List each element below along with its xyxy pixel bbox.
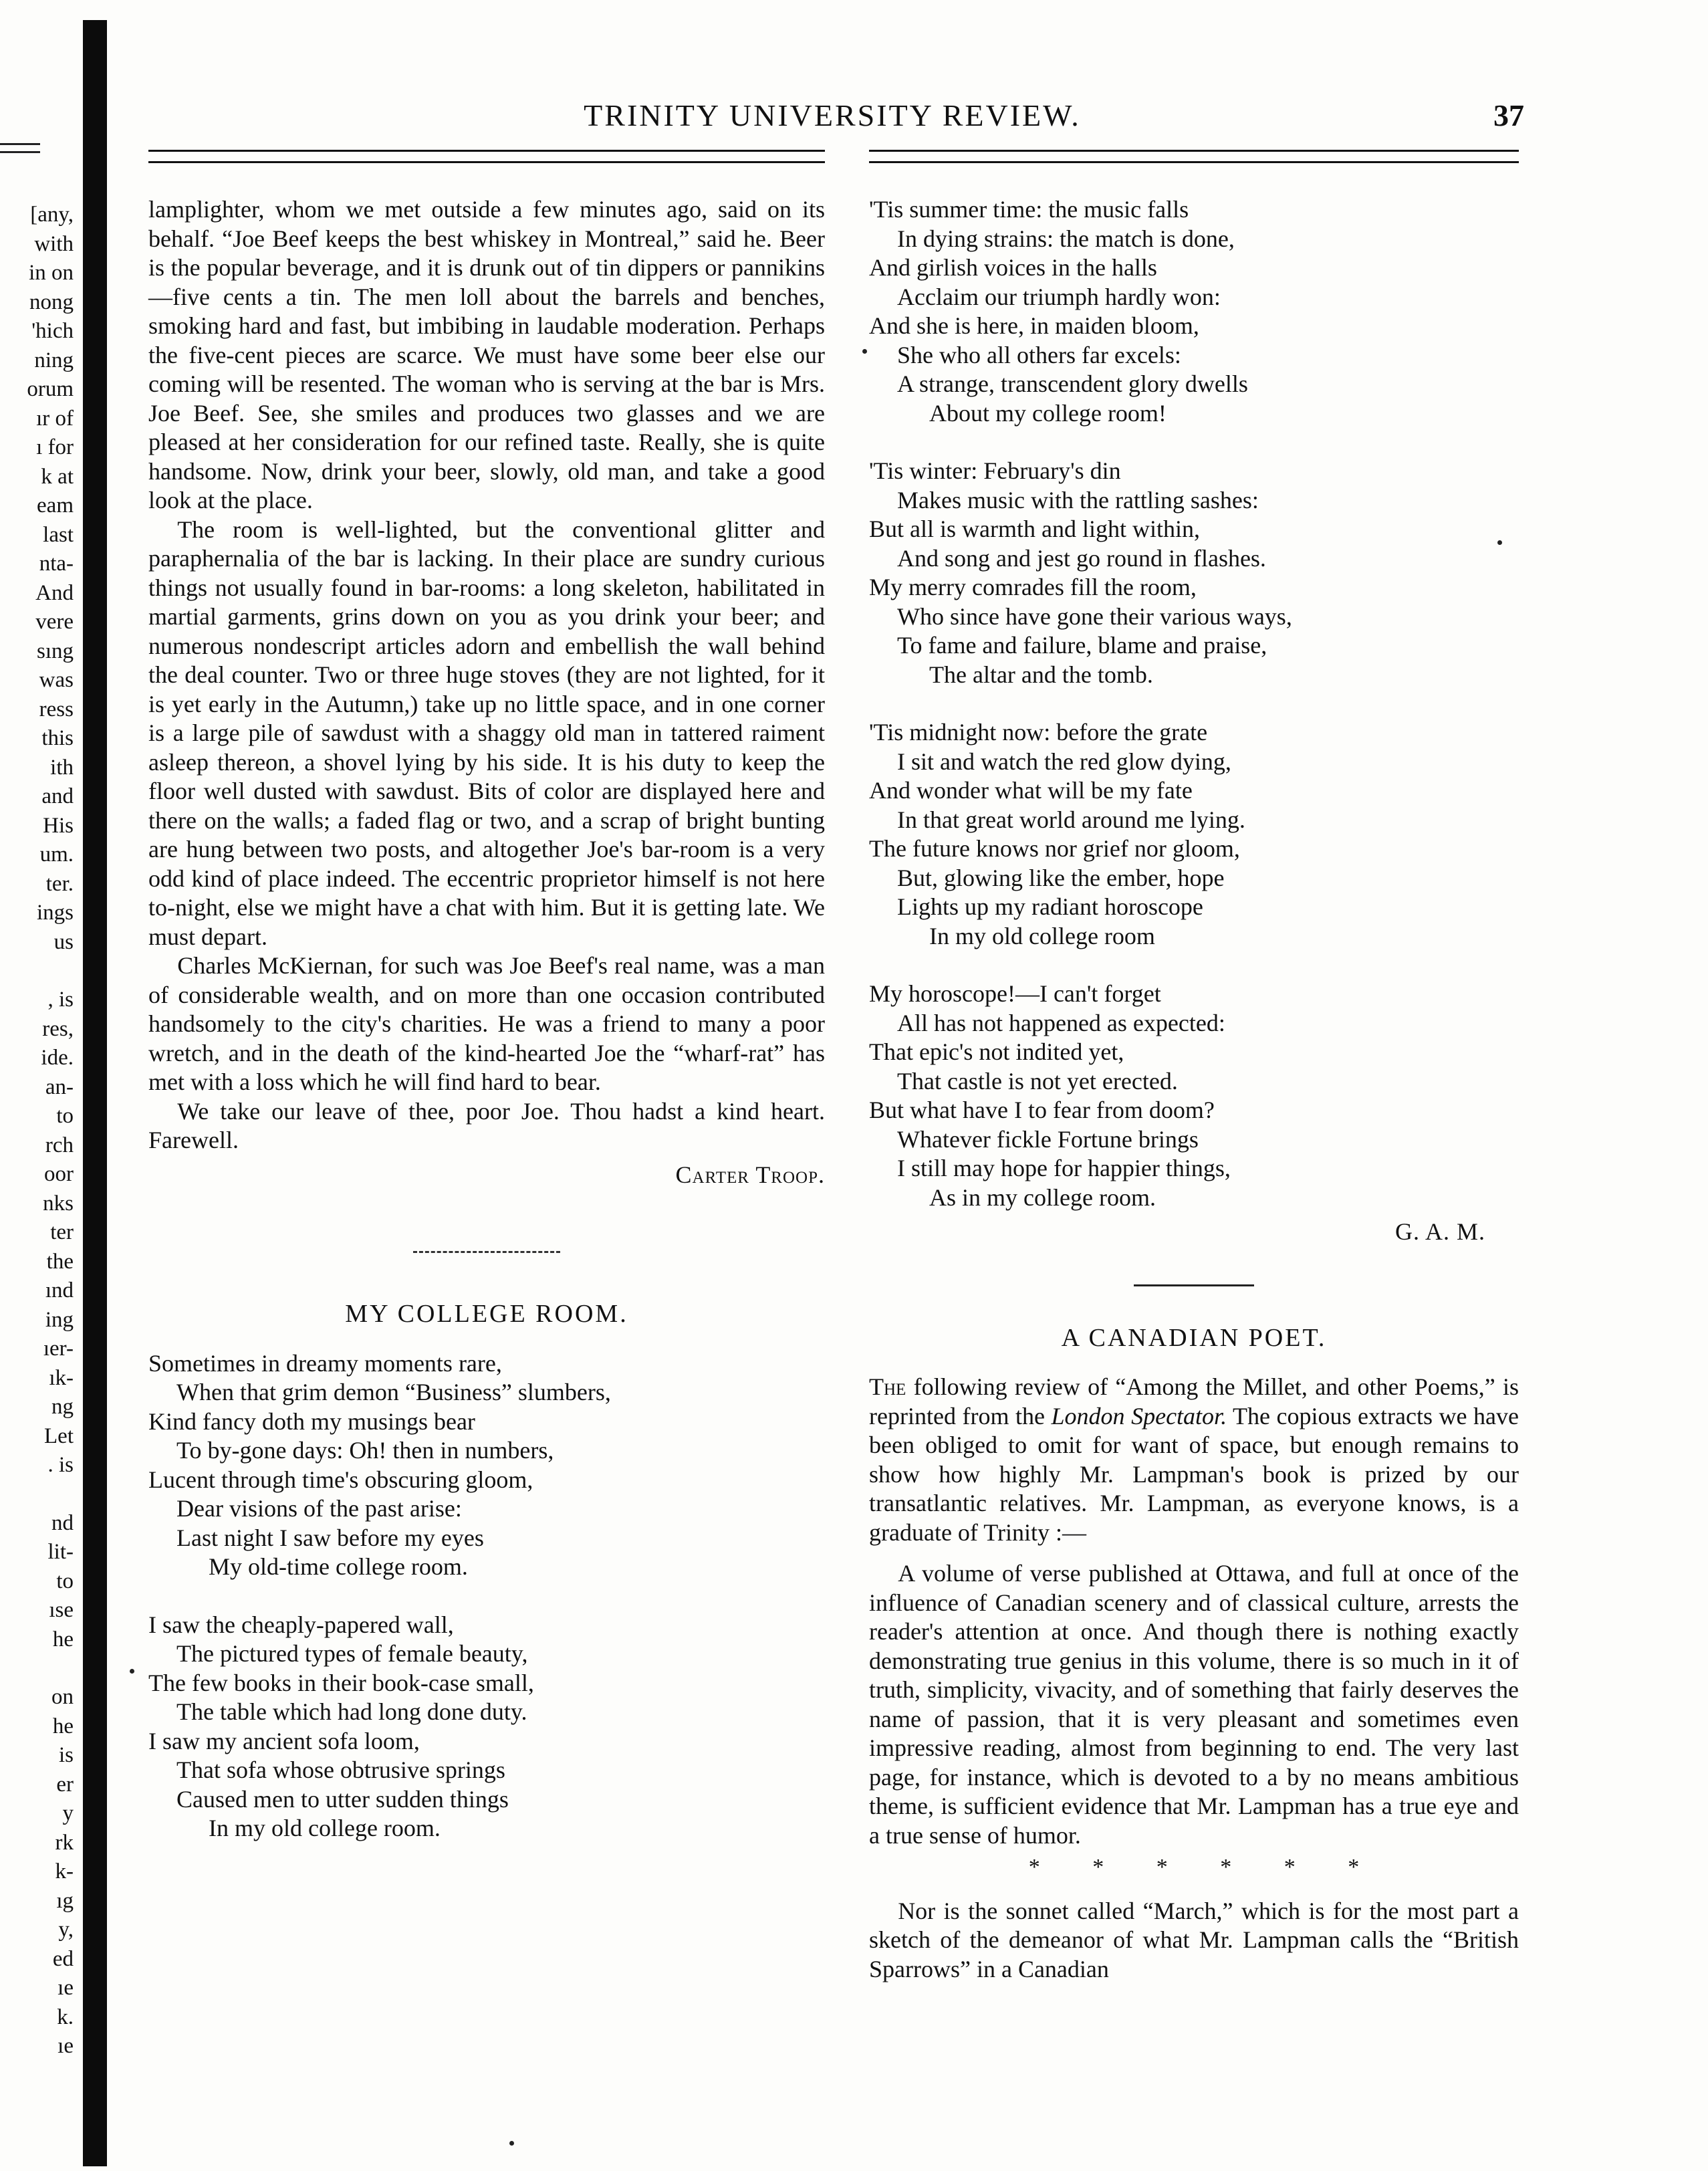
bleed-fragment: with: [34, 231, 74, 256]
article-intro-text: The copious extracts we have been obliged to omit for want of space, but enough remains to show how highly Mr. Lampman's book is prized by our transatlantic relatives. Mr. Lampman, as everyone knows, is a graduate of Trinity :—: [869, 1402, 1519, 1546]
poem-line: Makes music with the rattling sashes:: [897, 486, 1259, 513]
bleed-fragment: nd: [51, 1510, 74, 1535]
poem-stanza: [869, 718, 1519, 951]
bleed-fragment: ide.: [41, 1046, 74, 1070]
bleed-fragment: orum: [27, 377, 74, 401]
poem-line: The future knows nor grief nor gloom,: [869, 835, 1240, 862]
bleed-fragment: ıer-: [43, 1337, 74, 1361]
poem-stanza: [869, 195, 1519, 428]
bleed-rule: [0, 151, 40, 153]
right-column: [869, 195, 1519, 1984]
poem-line: I still may hope for happier things,: [897, 1155, 1231, 1181]
bleed-fragment: sıng: [36, 639, 74, 663]
section-separator: [413, 1251, 560, 1253]
poem-line: Last night I saw before my eyes: [176, 1524, 484, 1551]
bleed-rule: [0, 143, 40, 145]
poem-line: To by-gone days: Oh! then in numbers,: [176, 1437, 554, 1464]
print-speck: [862, 349, 867, 354]
bleed-fragment: us: [53, 929, 74, 954]
poem-line: The altar and the tomb.: [929, 661, 1153, 688]
bleed-fragment: 'hich: [31, 319, 74, 343]
poem-line: 'Tis winter: February's din: [869, 457, 1121, 484]
poem-line: When that grim demon “Business” slumbers,: [176, 1379, 611, 1405]
poem-stanza: [148, 1611, 825, 1843]
bleed-fragment: And: [35, 580, 74, 605]
poem-line: In that great world around me lying.: [897, 806, 1245, 833]
joe-beef-article: [148, 195, 825, 1189]
print-speck: [1497, 540, 1502, 545]
bleed-fragment: vere: [35, 610, 74, 634]
poem-line: And she is here, in maiden bloom,: [869, 312, 1199, 339]
poem-title: MY COLLEGE ROOM.: [345, 1300, 628, 1328]
poem-line: I saw the cheaply-papered wall,: [148, 1611, 454, 1638]
poem-line: A strange, transcendent glory dwells: [897, 370, 1248, 397]
bleed-fragment: um.: [39, 842, 74, 867]
poem-line: In dying strains: the match is done,: [897, 225, 1235, 252]
poem-line: The pictured types of female beauty,: [176, 1640, 528, 1667]
left-column: [148, 195, 825, 1872]
article-paragraph: A volume of verse published at Ottawa, and full at once of the influence of Canadian scenery and of classical culture, arrests the reader's attention at once. And though there is nothing exactly demonstrating true genius in this volume, there is so much in it of truth, simplicity, vivacity, and of something that fairly deserves the name of passion, that it is very pleasant and sometimes even impressive reading, almost from beginning to end. The very last page, for instance, which is devoted to a by no means ambitious theme, is sufficient evidence that Mr. Lampman has a true eye and a true sense of humor.: [869, 1560, 1519, 1849]
bleed-fragment: ings: [36, 901, 74, 925]
bleed-fragment: ter: [50, 1220, 74, 1244]
article-title: A CANADIAN POET.: [1061, 1323, 1327, 1352]
poem-line: Caused men to utter sudden things: [176, 1785, 509, 1813]
bleed-fragment: to: [56, 1569, 74, 1593]
poem-line: But all is warmth and light within,: [869, 516, 1200, 542]
poem-continuation: [869, 195, 1519, 1247]
article-intro-text: following review of “Among the Millet, and other Poems,” is reprinted from the: [869, 1373, 1519, 1430]
poem-line: My merry comrades fill the room,: [869, 574, 1197, 600]
bleed-fragment: rk: [55, 1830, 74, 1855]
bleed-fragment: and: [41, 784, 74, 808]
bleed-fragment: an-: [45, 1074, 74, 1099]
canadian-poet-article: [869, 1373, 1519, 1984]
header-rule-left: [148, 150, 825, 163]
poem-line: Lucent through time's obscuring gloom,: [148, 1466, 533, 1493]
bleed-fragment: ıse: [49, 1598, 74, 1622]
poem-line: All has not happened as expected:: [897, 1009, 1225, 1036]
poem-line: And girlish voices in the halls: [869, 254, 1157, 281]
poem-stanza: [148, 1349, 825, 1582]
bleed-fragment: ng: [51, 1395, 74, 1419]
poem-signature: G. A. M.: [1394, 1218, 1485, 1245]
poem-line: But, glowing like the ember, hope: [897, 864, 1225, 891]
bleed-fragment: ıe: [57, 2034, 74, 2058]
poem-line: Dear visions of the past arise:: [176, 1495, 462, 1522]
bleed-fragment: y,: [58, 1918, 74, 1942]
poem-line: And song and jest go round in flashes.: [897, 544, 1266, 572]
bleed-fragment: Let: [44, 1423, 74, 1448]
omission-stars: * * * * * *: [1028, 1855, 1360, 1879]
bleed-fragment: ıe: [57, 1976, 74, 2000]
section-separator: [1134, 1284, 1254, 1286]
poem-stanza: [869, 980, 1519, 1212]
bleed-fragment: ing: [45, 1307, 74, 1332]
article-paragraph: We take our leave of thee, poor Joe. Thou hadst a kind heart. Farewell.: [148, 1097, 825, 1153]
article-paragraph: Nor is the sonnet called “March,” which is for the most part a sketch of the demeanor of what Mr. Lampman calls the “British Sparrows” in a Canadian: [869, 1897, 1519, 1982]
poem-line: I saw my ancient sofa loom,: [148, 1727, 420, 1754]
article-paragraph: lamplighter, whom we met outside a few minutes ago, said on its behalf. “Joe Beef keeps the best whiskey in Montreal,” said he. Beer is the popular beverage, and it is drunk out of tin dippers or pannikins—five cents a tin. The men loll about the barrels and benches, smoking hard and fast, but imbibing in laudable moderation. Perhaps the five-cent pieces are scarce. We must have some beer else our coming will be resented. The woman who is serving at the bar is Mrs. Joe Beef. See, she smiles and produces two glasses and we are pleased at her consideration for our refined taste. Really, she is quite handsome. Now, drink your beer, slowly, old man, and take a good look at the place.: [148, 196, 825, 513]
article-intro-lead: The: [869, 1373, 906, 1400]
header-rule-right: [869, 150, 1519, 163]
bleed-fragment: res,: [42, 1016, 74, 1041]
bleed-fragment: His: [43, 813, 74, 838]
poem-line: That castle is not yet erected.: [897, 1067, 1178, 1095]
bleed-fragment: ınd: [45, 1278, 74, 1302]
bleed-fragment: eam: [37, 493, 74, 518]
poem-my-college-room: [148, 1349, 825, 1843]
bleed-fragment: the: [46, 1249, 74, 1274]
bleed-fragment: rch: [45, 1133, 74, 1157]
bleed-fragment: k.: [57, 2005, 74, 2029]
bleed-fragment: was: [39, 668, 74, 692]
poem-line: The few books in their book-case small,: [148, 1669, 534, 1696]
poem-line: My old-time college room.: [209, 1553, 468, 1580]
bleed-fragment: in on: [29, 261, 74, 285]
bleed-fragment: he: [52, 1627, 74, 1651]
poem-line: To fame and failure, blame and praise,: [897, 632, 1267, 659]
bleed-fragment: nong: [29, 290, 74, 314]
poem-line: I sit and watch the red glow dying,: [897, 748, 1231, 775]
poem-line: In my old college room.: [209, 1815, 441, 1841]
bleed-fragment: ı for: [36, 435, 74, 459]
bleed-fragment: is: [58, 1743, 74, 1767]
bleed-fragment: this: [41, 726, 74, 750]
poem-line: My horoscope!—I can't forget: [869, 980, 1161, 1007]
bleed-fragment: ning: [34, 348, 74, 372]
bleed-fragment: ed: [52, 1946, 74, 1971]
print-speck: [509, 2141, 514, 2146]
poem-line: The table which had long done duty.: [176, 1698, 527, 1725]
author-signature: Carter Troop.: [675, 1161, 825, 1188]
bleed-fragment: . is: [47, 1453, 74, 1477]
poem-line: And wonder what will be my fate: [869, 777, 1193, 804]
bleed-fragment: ith: [50, 755, 74, 780]
poem-line: 'Tis summer time: the music falls: [869, 196, 1189, 223]
article-intro: [869, 1373, 1519, 1547]
bleed-fragment: ır of: [36, 406, 74, 431]
bleed-fragment: lit-: [47, 1540, 74, 1564]
poem-line: 'Tis midnight now: before the grate: [869, 719, 1208, 746]
bleed-fragment: ress: [39, 697, 74, 721]
bleed-fragment: ıg: [56, 1888, 74, 1913]
bleed-fragment: to: [56, 1104, 74, 1128]
poem-line: Sometimes in dreamy moments rare,: [148, 1349, 502, 1377]
journal-title: TRINITY UNIVERSITY REVIEW.: [584, 98, 1081, 132]
poem-line: Who since have gone their various ways,: [897, 602, 1292, 630]
bleed-fragment: ter.: [45, 871, 74, 896]
poem-line: That sofa whose obtrusive springs: [176, 1756, 505, 1783]
poem-line: But what have I to fear from doom?: [869, 1097, 1215, 1123]
poem-line: Kind fancy doth my musings bear: [148, 1407, 475, 1435]
poem-line: About my college room!: [929, 399, 1167, 427]
bleed-fragment: nks: [43, 1191, 74, 1216]
article-paragraph: The room is well-lighted, but the conventional glitter and paraphernalia of the bar is lacking. In their place are sundry curious things not usually found in bar-rooms: a long skeleton, habilitated in martial garments, grins down on you as you drink your beer; and numerous nondescript articles adorn and embellish the wall behind the deal counter. Two or three huge stoves (they are not lighted, for it is yet early in the Autumn,) take up no little space, and in one corner is a large pile of sawdust with a shaggy old man in tattered raiment asleep thereon, a shovel lying by his side. It is his duty to keep the floor well dusted with sawdust. Bits of color are displayed here and there on the walls; a faded flag or two, and a scrap of bright bunting are hung between two posts, and altogether Joe's bar-room is a very odd kind of place indeed. The eccentric proprietor himself is not here to-night, else we might have a chat with him. But it is getting late. We must depart.: [148, 516, 825, 950]
adjacent-page-bleed: [0, 0, 78, 2171]
poem-line: Acclaim our triumph hardly won:: [897, 283, 1221, 310]
bleed-fragment: er: [56, 1772, 74, 1797]
bleed-fragment: oor: [44, 1162, 74, 1186]
poem-stanza: [869, 457, 1519, 689]
bleed-fragment: on: [51, 1685, 74, 1709]
page-number: 37: [1493, 98, 1524, 132]
poem-line: Lights up my radiant horoscope: [897, 893, 1203, 920]
bleed-fragment: he: [52, 1714, 74, 1738]
poem-line: That epic's not indited yet,: [869, 1038, 1124, 1065]
print-speck: [130, 1669, 134, 1674]
page-gutter-shadow: [83, 20, 107, 2166]
poem-line: She who all others far excels:: [897, 341, 1181, 368]
bleed-fragment: , is: [47, 988, 74, 1012]
bleed-fragment: k at: [41, 464, 74, 489]
bleed-fragment: y: [62, 1801, 74, 1825]
publication-name: London Spectator.: [1051, 1402, 1227, 1430]
bleed-fragment: last: [43, 522, 74, 547]
poem-line: Whatever fickle Fortune brings: [897, 1125, 1199, 1153]
bleed-fragment: [any,: [30, 203, 74, 227]
bleed-fragment: nta-: [39, 552, 74, 576]
page-header: [140, 94, 1524, 140]
article-paragraph: Charles McKiernan, for such was Joe Beef's real name, was a man of considerable wealth, and on more than one occasion contributed handsomely to the city's charities. He was a friend to many a poor wretch, and in the death of the kind-hearted Joe the “wharf-rat” has met with a loss which he will find hard to bear.: [148, 952, 825, 1095]
poem-line: As in my college room.: [929, 1183, 1156, 1211]
bleed-fragment: k-: [55, 1859, 74, 1883]
poem-line: In my old college room: [929, 922, 1155, 949]
bleed-fragment: ık-: [49, 1365, 74, 1390]
